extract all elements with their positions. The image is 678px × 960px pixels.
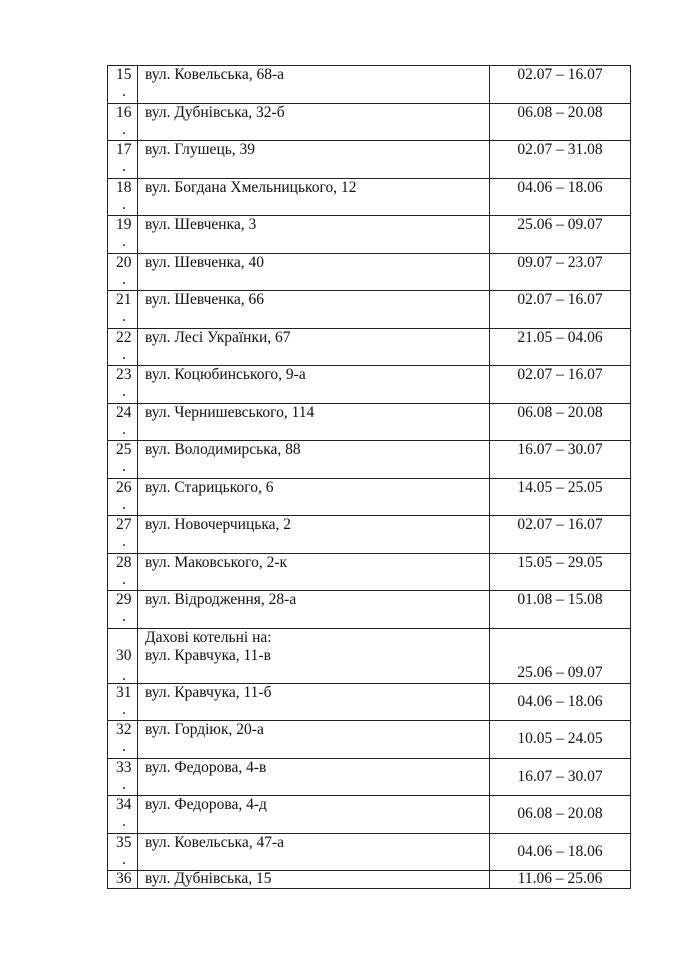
period-text: 02.07 – 16.07 [517,66,603,83]
period-cell [490,366,631,404]
period-cell [490,103,631,141]
row-number: 36 [116,870,132,887]
row-number: 28 [116,553,132,571]
period-cell [490,478,631,516]
row-number: 22 [116,328,132,346]
address-cell [138,871,490,889]
period-cell [490,216,631,254]
row-number-cell [108,328,138,366]
table-row [108,141,631,179]
row-number-dot: . [122,666,126,684]
row-number: 20 [116,253,132,271]
address-text: вул. Відродження, 28-а [145,591,297,608]
row-number-cell [108,66,138,104]
table-row [108,871,631,889]
row-number-cell [108,683,138,721]
row-number-dot: . [122,495,126,513]
row-number-dot: . [122,420,126,438]
address-cell [138,328,490,366]
period-text: 11.06 – 25.06 [517,870,603,887]
period-text: 15.05 – 29.05 [517,553,603,571]
period-text: 04.06 – 18.06 [517,842,603,860]
address-text: вул. Гордіюк, 20-а [145,721,264,738]
address-cell [138,291,490,329]
table-row [108,366,631,404]
address-text: вул. Дубнівська, 32-б [145,103,285,121]
period-cell [490,871,631,889]
period-cell [490,178,631,216]
address-text: вул. Старицького, 6 [145,478,274,496]
row-number-dot: . [122,345,126,363]
period-text: 02.07 – 16.07 [517,366,603,383]
table-row [108,553,631,591]
period-cell [490,796,631,834]
address-text: вул. Лесі Українки, 67 [145,328,291,346]
row-number-cell [108,796,138,834]
address-cell [138,141,490,179]
row-number-cell [108,721,138,759]
address-text: вул. Ковельська, 47-а [145,833,284,851]
row-number: 34 [116,796,132,813]
period-text: 16.07 – 30.07 [517,441,603,458]
row-number-dot: . [122,813,126,830]
table-row [108,683,631,721]
row-number: 18 [116,178,132,196]
table-row [108,758,631,796]
period-cell [490,628,631,683]
row-number-dot: . [122,120,126,138]
row-number-dot: . [122,850,126,868]
address-cell [138,516,490,554]
row-number-cell [108,591,138,629]
row-number-cell [108,178,138,216]
period-text: 04.06 – 18.06 [517,178,603,196]
period-cell [490,328,631,366]
period-text: 06.08 – 20.08 [517,403,603,421]
address-text: вул. Шевченка, 40 [145,253,264,271]
address-text: вул. Коцюбинського, 9-а [145,366,306,383]
row-number-dot: . [122,158,126,175]
row-number-dot: . [122,233,126,250]
row-number: 16 [116,103,132,121]
row-number-dot: . [122,700,126,718]
row-number-dot: . [122,533,126,550]
row-number-cell [108,478,138,516]
row-number-cell [108,553,138,591]
period-cell [490,683,631,721]
row-number-cell [108,871,138,889]
row-number: 25 [116,441,132,458]
address-cell [138,366,490,404]
period-cell [490,833,631,871]
period-cell [490,66,631,104]
table-row [108,628,631,683]
row-number-dot: . [122,570,126,588]
address-heading: Дахові котельні на: [145,628,272,646]
address-text: вул. Кравчука, 11-в [145,646,271,664]
row-number-cell [108,253,138,291]
table-row [108,178,631,216]
table-row [108,403,631,441]
row-number-cell [108,628,138,683]
address-cell [138,478,490,516]
period-cell [490,291,631,329]
row-number-cell [108,758,138,796]
table-row [108,103,631,141]
address-cell [138,66,490,104]
row-number-cell [108,516,138,554]
period-text: 25.06 – 09.07 [517,663,603,681]
row-number-cell [108,441,138,479]
period-cell [490,441,631,479]
row-number-dot: . [122,608,126,625]
address-cell [138,758,490,796]
period-text: 01.08 – 15.08 [517,591,603,608]
address-text: вул. Новочерчицька, 2 [145,516,292,533]
address-text: вул. Володимирська, 88 [145,441,301,458]
row-number: 33 [116,758,132,776]
address-cell [138,178,490,216]
row-number: 27 [116,516,132,533]
row-number-dot: . [122,775,126,793]
address-text: вул. Дубнівська, 15 [145,870,272,887]
schedule-table-body [108,66,631,889]
table-row [108,216,631,254]
period-text: 02.07 – 16.07 [517,291,603,308]
address-cell [138,833,490,871]
table-row [108,328,631,366]
row-number: 15 [116,66,132,83]
row-number: 26 [116,478,132,496]
table-row [108,516,631,554]
row-number: 35 [116,833,132,851]
address-cell [138,553,490,591]
row-number: 31 [116,683,132,701]
row-number-cell [108,833,138,871]
address-cell [138,103,490,141]
period-text: 10.05 – 24.05 [517,730,603,747]
row-number: 32 [116,721,132,738]
row-number-dot: . [122,270,126,288]
address-cell [138,721,490,759]
period-text: 04.06 – 18.06 [517,692,603,710]
period-cell [490,553,631,591]
row-number: 17 [116,141,132,158]
row-number-dot: . [122,195,126,213]
period-text: 02.07 – 16.07 [517,516,603,533]
address-cell [138,253,490,291]
row-number-cell [108,291,138,329]
row-number-cell [108,103,138,141]
period-cell [490,721,631,759]
table-row [108,796,631,834]
period-cell [490,591,631,629]
row-number-cell [108,366,138,404]
table-row [108,291,631,329]
row-number: 24 [116,403,132,421]
schedule-table [107,65,631,889]
address-text: вул. Богдана Хмельницького, 12 [145,178,357,196]
period-text: 25.06 – 09.07 [517,216,603,233]
address-text: вул. Шевченка, 3 [145,216,257,233]
table-row [108,66,631,104]
period-text: 14.05 – 25.05 [517,478,603,496]
address-cell [138,591,490,629]
row-number: 21 [116,291,132,308]
period-text: 09.07 – 23.07 [517,253,603,271]
period-cell [490,403,631,441]
address-text: вул. Маковського, 2-к [145,553,288,571]
period-text: 02.07 – 31.08 [517,141,603,158]
row-number-dot: . [122,738,126,755]
table-row [108,478,631,516]
table-row [108,591,631,629]
row-number: 30 [116,646,132,664]
address-cell [138,796,490,834]
row-number: 29 [116,591,132,608]
address-cell [138,683,490,721]
period-cell [490,141,631,179]
address-text: вул. Ковельська, 68-а [145,66,284,83]
address-text: вул. Кравчука, 11-б [145,683,272,701]
table-row [108,721,631,759]
address-cell [138,216,490,254]
period-text: 21.05 – 04.06 [517,328,603,346]
table-row [108,833,631,871]
period-cell [490,758,631,796]
period-text: 16.07 – 30.07 [517,767,603,785]
address-text: вул. Федорова, 4-д [145,796,267,813]
period-text: 06.08 – 20.08 [517,805,603,822]
address-cell [138,441,490,479]
row-number-cell [108,403,138,441]
period-cell [490,253,631,291]
table-row [108,253,631,291]
period-cell [490,516,631,554]
row-number-dot: . [122,383,126,400]
row-number-cell [108,216,138,254]
row-number: 19 [116,216,132,233]
table-row [108,441,631,479]
row-number-cell [108,141,138,179]
address-text: вул. Федорова, 4-в [145,758,267,776]
period-text: 06.08 – 20.08 [517,103,603,121]
address-cell [138,403,490,441]
row-number-dot: . [122,458,126,475]
address-text: вул. Чернишевського, 114 [145,403,315,421]
address-text: вул. Глушець, 39 [145,141,256,158]
address-text: вул. Шевченка, 66 [145,291,264,308]
address-cell [138,628,490,683]
row-number-dot: . [122,83,126,100]
row-number: 23 [116,366,132,383]
row-number-dot: . [122,308,126,325]
